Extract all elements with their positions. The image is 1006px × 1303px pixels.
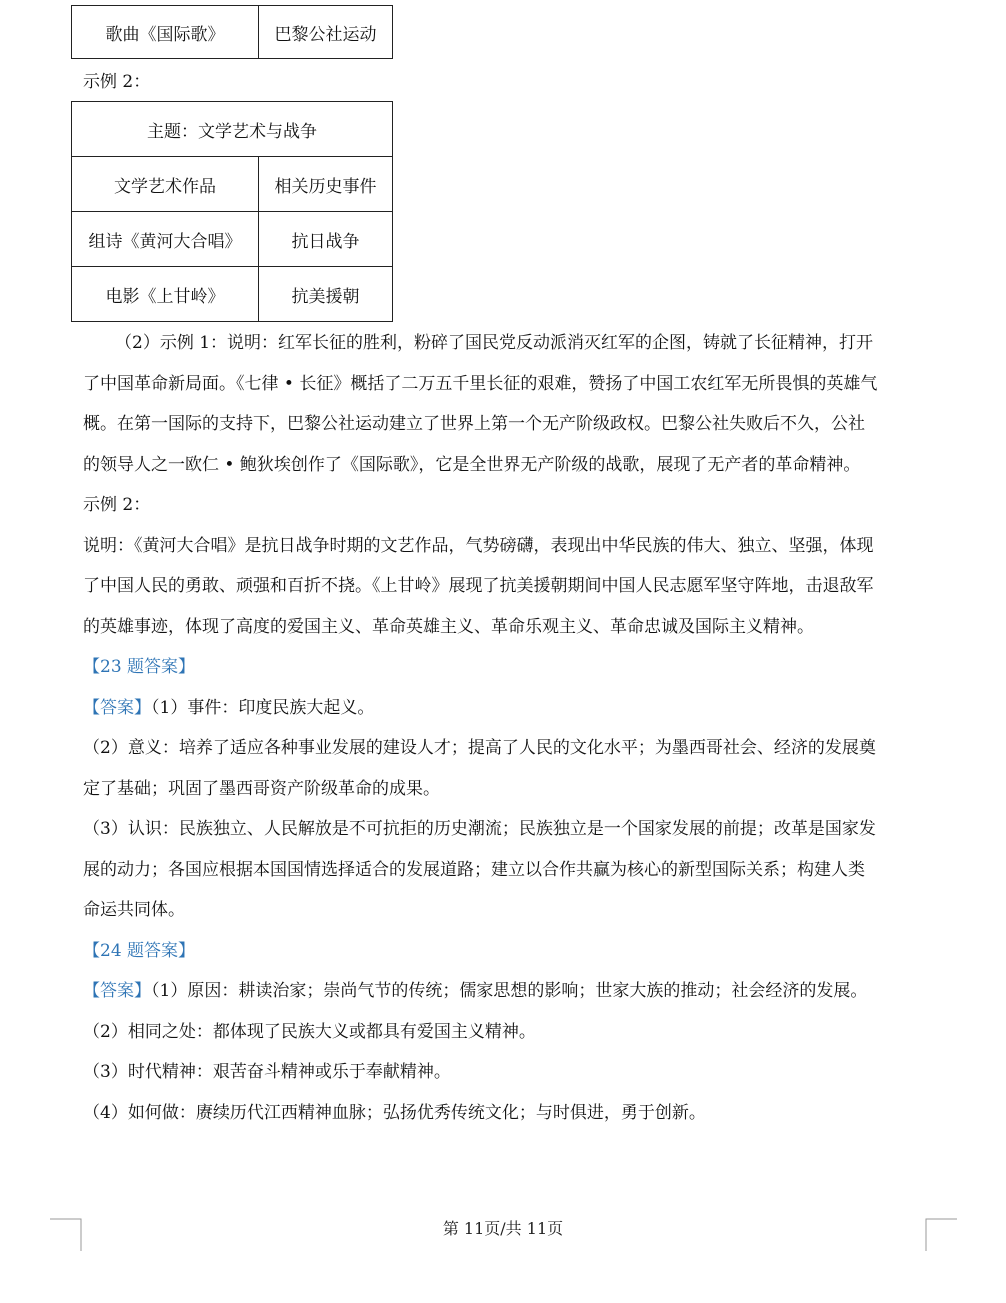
table-row bbox=[72, 267, 393, 322]
table-header-row bbox=[72, 102, 393, 157]
table-row bbox=[72, 212, 393, 267]
works-events-table-1 bbox=[71, 5, 393, 59]
paragraph-line: 命运共同体。 bbox=[83, 900, 185, 920]
paragraph-line: 概。在第一国际的支持下，巴黎公社运动建立了世界上第一个无产阶级政权。巴黎公社失败后不久，公社 bbox=[83, 414, 865, 434]
q24-answer-line bbox=[83, 980, 928, 1002]
answer-tag: 【答案】 bbox=[83, 981, 151, 1001]
paragraph-line: （2）意义：培养了适应各种事业发展的建设人才；提高了人民的文化水平；为墨西哥社会、经济的发展奠 bbox=[83, 738, 876, 758]
paragraph-line: （2）示例 1：说明：红军长征的胜利，粉碎了国民党反动派消灭红军的企图，铸就了长征精神，打开 bbox=[115, 333, 874, 353]
example-label: 示例 2： bbox=[83, 72, 151, 92]
table-cell: 歌曲《国际歌》 bbox=[72, 6, 259, 59]
table-cell: 巴黎公社运动 bbox=[259, 6, 393, 59]
q24-title: 【24 题答案】 bbox=[83, 941, 196, 961]
table-cell: 组诗《黄河大合唱》 bbox=[72, 212, 259, 267]
paragraph-line: （3）时代精神：艰苦奋斗精神或乐于奉献精神。 bbox=[83, 1062, 451, 1082]
paragraph-line: 的领导人之一欧仁 • 鲍狄埃创作了《国际歌》，它是全世界无产阶级的战歌，展现了无产者的革命精神。 bbox=[83, 455, 861, 475]
paragraph-line: 了中国革命新局面。《七律 • 长征》概括了二万五千里长征的艰难，赞扬了中国工农红军无所畏惧的英雄气 bbox=[83, 374, 878, 394]
table-cell: 抗日战争 bbox=[259, 212, 393, 267]
paragraph-line: 示例 2： bbox=[83, 495, 151, 515]
table-row bbox=[72, 6, 393, 59]
q23-title: 【23 题答案】 bbox=[83, 657, 196, 677]
paragraph-line: 展的动力；各国应根据本国国情选择适合的发展道路；建立以合作共赢为核心的新型国际关系；构建人类 bbox=[83, 860, 865, 880]
paragraph-line: （3）认识：民族独立、人民解放是不可抗拒的历史潮流；民族独立是一个国家发展的前提；改革是国家发 bbox=[83, 819, 876, 839]
table-column-header-row bbox=[72, 157, 393, 212]
table-cell: 电影《上甘岭》 bbox=[72, 267, 259, 322]
page-footer: 第 11页/共 11页 bbox=[442, 1219, 564, 1238]
table-column-header: 文学艺术作品 bbox=[72, 157, 259, 212]
paragraph-line: 定了基础；巩固了墨西哥资产阶级革命的成果。 bbox=[83, 779, 440, 799]
answer-text: （1）事件：印度民族大起义。 bbox=[151, 698, 375, 718]
q23-answer-line bbox=[83, 697, 928, 719]
paragraph-line: （4）如何做：赓续历代江西精神血脉；弘扬优秀传统文化；与时俱进，勇于创新。 bbox=[83, 1103, 706, 1123]
paragraph-line: 了中国人民的勇敢、顽强和百折不挠。《上甘岭》展现了抗美援朝期间中国人民志愿军坚守阵地，击退敌军 bbox=[83, 576, 874, 596]
works-events-table-2 bbox=[71, 101, 393, 322]
table-theme-header: 主题：文学艺术与战争 bbox=[72, 102, 393, 157]
paragraph-line: 的英雄事迹，体现了高度的爱国主义、革命英雄主义、革命乐观主义、革命忠诚及国际主义精神。 bbox=[83, 617, 814, 637]
answer-tag: 【答案】 bbox=[83, 698, 151, 718]
paragraph-line: 说明：《黄河大合唱》是抗日战争时期的文艺作品，气势磅礴，表现出中华民族的伟大、独立、坚强，体现 bbox=[83, 536, 874, 556]
paragraph-line: （2）相同之处：都体现了民族大义或都具有爱国主义精神。 bbox=[83, 1022, 536, 1042]
answer-text: （1）原因：耕读治家；崇尚气节的传统；儒家思想的影响；世家大族的推动；社会经济的发展。 bbox=[151, 981, 868, 1001]
table-cell: 抗美援朝 bbox=[259, 267, 393, 322]
table-column-header: 相关历史事件 bbox=[259, 157, 393, 212]
